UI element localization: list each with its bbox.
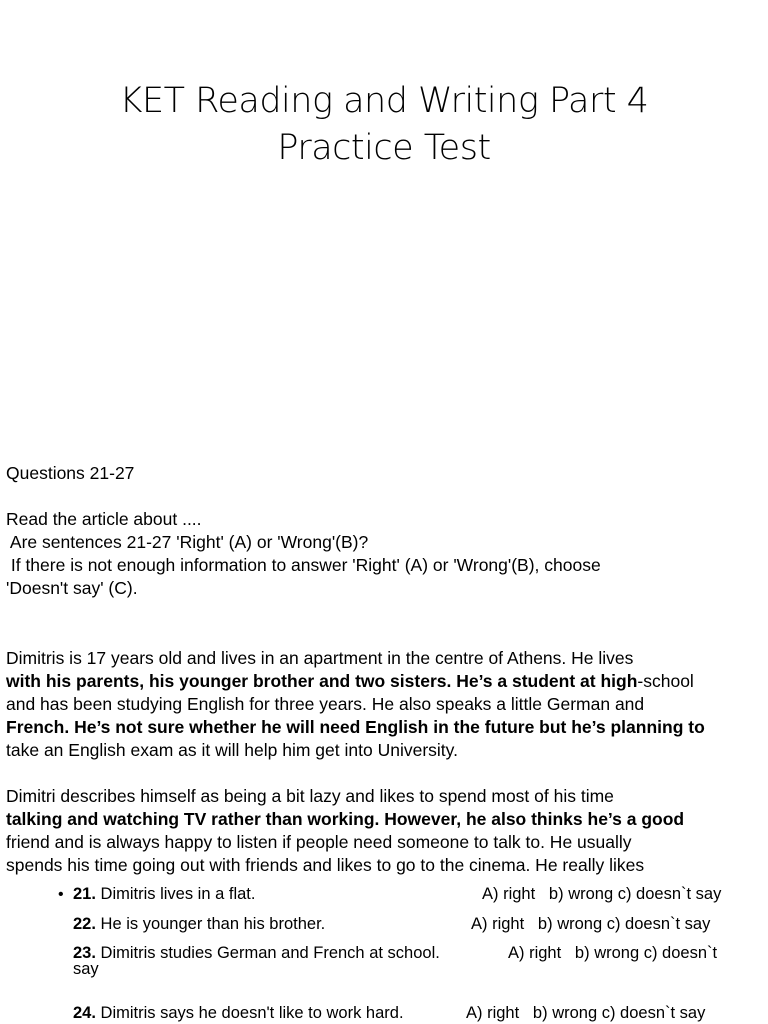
article-line: French. He’s not sure whether he will need English in the future but he’s planning to [6,717,705,737]
question-options: A) right b) wrong c) doesn`t [508,944,718,962]
instruction-line-1: Read the article about .... [6,509,202,529]
title-line-1: KET Reading and Writing Part 4 [119,81,649,121]
question-number: 24. [73,1004,96,1022]
question-options: A) right b) wrong c) doesn`t say [466,1004,706,1022]
question-number: 23. [73,944,96,962]
question-number: 22. [73,915,96,933]
question-options: A) right b) wrong c) doesn`t say [471,915,711,933]
question-text: Dimitris says he doesn't like to work hard. [95,1004,404,1022]
article-line: spends his time going out with friends and likes to go to the cinema. He really likes [6,855,645,875]
instruction-line-2: Are sentences 21-27 'Right' (A) or 'Wrong'(B)? [6,532,369,552]
article-line: friend and is always happy to listen if people need someone to talk to. He usually [6,832,632,852]
question-text: Dimitris lives in a flat. [95,885,256,903]
instruction-line-4: 'Doesn't say' (C). [6,578,138,598]
question-item [73,944,440,963]
article-line: talking and watching TV rather than working. However, he also thinks he’s a good [6,809,685,829]
article-bold-span: with his parents, his younger brother and two sisters. He’s a student at high [6,671,638,691]
question-options-wrap: say [73,960,99,978]
instruction-line-3: If there is not enough information to answer 'Right' (A) or 'Wrong'(B), choose [6,555,601,575]
bullet-icon: • [58,886,64,903]
article [6,647,746,875]
question-item [73,885,255,904]
article-line: Dimitri describes himself as being a bit lazy and likes to spend most of his time [6,786,614,806]
article-line: Dimitris is 17 years old and lives in an apartment in the centre of Athens. He lives [6,648,634,668]
instructions [6,462,746,600]
article-normal-span: -school [637,671,694,691]
questions-heading: Questions 21-27 [6,463,135,483]
article-line: take an English exam as it will help him get into University. [6,740,458,760]
article-line [6,670,746,693]
question-options: A) right b) wrong c) doesn`t say [482,885,722,903]
article-line: and has been studying English for three years. He also speaks a little German and [6,694,645,714]
question-text: Dimitris studies German and French at school. [95,944,440,962]
title-line-2: Practice Test [277,128,491,168]
page-title [0,78,768,172]
question-item [73,915,325,934]
question-number: 21. [73,885,96,903]
question-text: He is younger than his brother. [95,915,326,933]
question-item [73,1004,404,1023]
